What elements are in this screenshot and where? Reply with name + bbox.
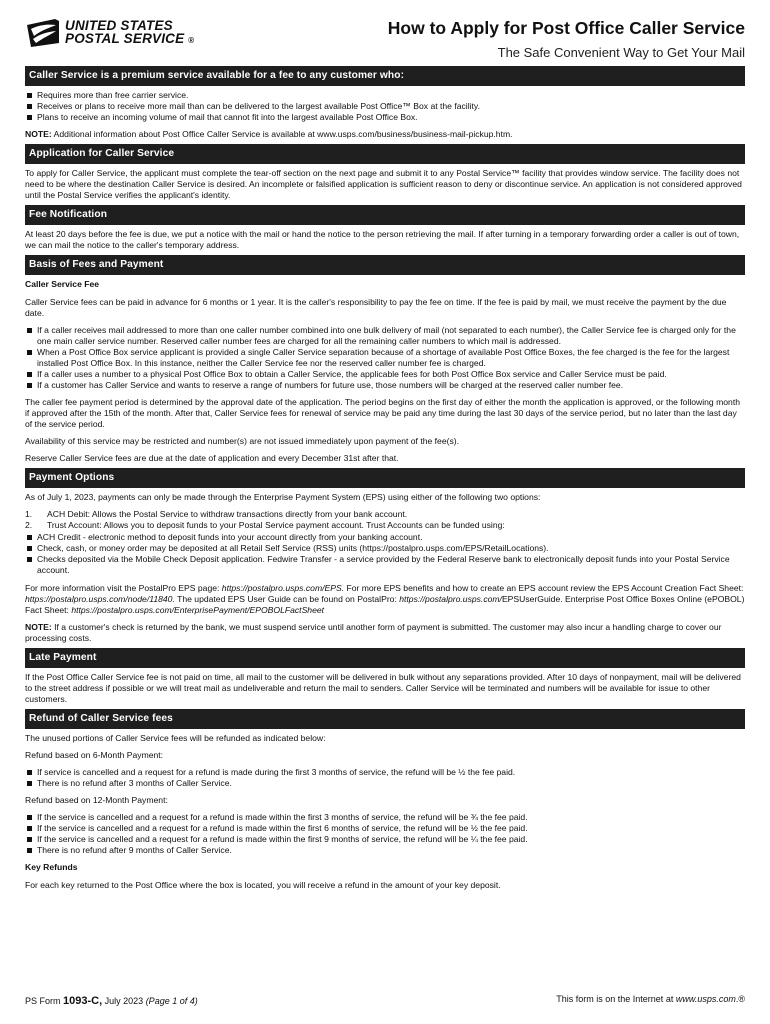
- list-item: Check, cash, or money order may be deposited at all Retail Self Service (RSS) units (https://postalpro.usps.com/EPS/RetailLocations).: [25, 543, 745, 554]
- item-number: 1.: [25, 509, 33, 520]
- paragraph: As of July 1, 2023, payments can only be made through the Enterprise Payment System (EPS) using either of the following two options:: [25, 492, 541, 503]
- info-text: For more EPS benefits and how to create an EPS account review the EPS Account Creation Fact Sheet:: [344, 583, 744, 594]
- section-heading: Basis of Fees and Payment: [25, 255, 745, 275]
- note-text: Additional information about Post Office Caller Service is available at www.usps.com/business/business-mail-pickup.htm.: [53, 129, 513, 140]
- info-text: The updated EPS User Guide can be found on PostalPro:: [174, 594, 400, 605]
- list-item: Checks deposited via the Mobile Check Deposit application. Fedwire Transfer - a service provided by the Federal Reserve bank to electronically deposit funds into your Postal Service account.: [25, 554, 745, 576]
- section-heading: Caller Service is a premium service available for a fee to any customer who:: [25, 66, 745, 86]
- section-application: [25, 144, 745, 201]
- item-text: Trust Account: Allows you to deposit funds to your Postal Service payment account. Trust Accounts can be funded using:: [47, 520, 505, 531]
- page-subtitle: The Safe Convenient Way to Get Your Mail: [497, 45, 745, 61]
- section-eligibility: [25, 66, 745, 140]
- note-label: NOTE:: [25, 622, 52, 633]
- list-item: If a customer has Caller Service and wants to reserve a range of numbers for future use, those numbers will be charged at the reserved caller number fee.: [25, 380, 745, 391]
- section-heading: Fee Notification: [25, 205, 745, 225]
- paragraph: At least 20 days before the fee is due, we put a notice with the mail or hand the notice to the person retrieving the mail. If after turning in a temporary forwarding order a caller is out of town, we can mail the notice to the caller's temporary address.: [25, 229, 740, 251]
- internet-text: This form is on the Internet at: [556, 994, 676, 1004]
- list-item: If a caller receives mail addressed to more than one caller number combined into one bulk delivery of mail (not separated to each number), the Caller Service fee is charged only for the one main caller service number. Reserved caller number fees are charged for all the remaining caller numbers to which mail is addressed.: [25, 325, 745, 347]
- section-basis-of-fees: [25, 255, 745, 464]
- list-item: Requires more than free carrier service.: [25, 90, 745, 101]
- list-item: If the service is cancelled and a request for a refund is made within the first 6 months of service, the refund will be ½ the fee paid.: [25, 823, 745, 834]
- paragraph: For each key returned to the Post Office where the box is located, you will receive a refund in the amount of your key deposit.: [25, 880, 501, 891]
- list-item: There is no refund after 3 months of Caller Service.: [25, 778, 745, 789]
- page-header: [25, 0, 745, 66]
- section-heading: Refund of Caller Service fees: [25, 709, 745, 729]
- section-refunds: [25, 709, 745, 891]
- note: [25, 622, 745, 644]
- internet-note: [556, 994, 745, 1008]
- item-number: 2.: [25, 520, 33, 531]
- section-payment-options: [25, 468, 745, 644]
- paragraph: The caller fee payment period is determined by the approval date of the application. The period begins on the first day of either the month the application is approved, or the following month if approved after the 15th of the month. After that, Caller Service fees for renewal of service may be paid any time during the last 30 days of the service period, but no later than the last day of the service period.: [25, 397, 740, 430]
- logo-registered-mark: ®: [188, 36, 195, 45]
- eps-page-link[interactable]: https://postalpro.usps.com/EPS.: [221, 583, 345, 594]
- refund-6-month-label: Refund based on 6-Month Payment:: [25, 750, 164, 761]
- list-item: If the service is cancelled and a request for a refund is made within the first 9 months of service, the refund will be ¼ the fee paid.: [25, 834, 745, 845]
- refund-12-month-label: Refund based on 12-Month Payment:: [25, 795, 168, 806]
- logo-line-2: POSTAL SERVICE: [65, 31, 185, 46]
- page-number: (Page 1 of 4): [145, 996, 198, 1006]
- item-text: ACH Debit: Allows the Postal Service to withdraw transactions directly from your bank account.: [47, 509, 408, 520]
- form-identifier: [25, 994, 198, 1008]
- list-item: If service is cancelled and a request for a refund is made during the first 3 months of service, the refund will be ½ the fee paid.: [25, 767, 745, 778]
- section-heading: Payment Options: [25, 468, 745, 488]
- document-page: [25, 0, 745, 895]
- paragraph: Availability of this service may be restricted and number(s) are not issued immediately upon payment of the fee(s).: [25, 436, 460, 447]
- paragraph: To apply for Caller Service, the applicant must complete the tear-off section on the next page and submit it to any Postal Service™ facility that provides window service. The facility does not need to be where the destination Caller Service is desired. An incomplete or falsified application is sufficient reason to deny or discontinue service. An application is not considered approved until the Postal Service verifies the applicant's identity.: [25, 168, 742, 201]
- section-heading: Application for Caller Service: [25, 144, 745, 164]
- paragraph: Caller Service fees can be paid in advance for 6 months or 1 year. It is the caller's responsibility to pay the fee on time. If the fee is paid by mail, we must receive the payment by the due date.: [25, 297, 727, 319]
- numbered-item: [25, 509, 745, 520]
- ps-form-label: PS Form: [25, 996, 64, 1006]
- list-item: Receives or plans to receive more mail than can be delivered to the largest available Post Office™ Box at the facility.: [25, 101, 745, 112]
- fact-sheet-link[interactable]: https://postalpro.usps.com/node/11840.: [25, 594, 175, 605]
- list-item: If the service is cancelled and a request for a refund is made within the first 3 months of service, the refund will be ¾ the fee paid.: [25, 812, 745, 823]
- usps-website-link[interactable]: www.usps.com: [675, 994, 736, 1004]
- list-item: Plans to receive an incoming volume of mail that cannot fit into the largest available Post Office Box.: [25, 112, 745, 123]
- note-text: If a customer's check is returned by the bank, we must suspend service until another form of payment is submitted. The customer may also incur a handling charge to cover our processing costs.: [25, 622, 722, 644]
- list-item: There is no refund after 9 months of Caller Service.: [25, 845, 745, 856]
- internet-text-end: .®: [735, 994, 745, 1004]
- usps-logo: [25, 15, 194, 49]
- list-item: When a Post Office Box service applicant is provided a single Caller Service separation because of a shortage of available Post Office Boxes, the fee charged is the fee for the largest installed Post Office Box. In this instance, neither the Caller Service fee nor the reserved caller number fee is charged.: [25, 347, 745, 369]
- paragraph: If the Post Office Caller Service fee is not paid on time, all mail to the customer will be delivered in bulk without any separations provided. After 10 days of nonpayment, mail will be delivered to the street address if possible or we will treat mail as undeliverable and return the mail to senders. Caller Service will be terminated and numbers will be available for issue to other customers.: [25, 672, 741, 705]
- list-item: If a caller uses a number to a physical Post Office Box to obtain a Caller Service, the applicable fees for both Post Office Box service and Caller Service must be paid.: [25, 369, 745, 380]
- numbered-item: [25, 520, 745, 531]
- user-guide-link[interactable]: https://postalpro.usps.com/: [399, 594, 502, 605]
- info-text: For more information visit the PostalPro EPS page:: [25, 583, 222, 594]
- eagle-logo-icon: [25, 15, 61, 49]
- list-item: ACH Credit - electronic method to deposit funds into your account directly from your banking account.: [25, 532, 745, 543]
- info-text: EPSUserGuide. Enterprise Post Office Boxes Online (ePOBOL) Fact Sheet:: [25, 594, 745, 616]
- epobol-fact-sheet-link[interactable]: https://postalpro.usps.com/EnterprisePayment/EPOBOLFactSheet: [71, 605, 325, 616]
- paragraph: The unused portions of Caller Service fees will be refunded as indicated below:: [25, 733, 326, 744]
- paragraph: Reserve Caller Service fees are due at the date of application and every December 31st after that.: [25, 453, 399, 464]
- page-title: How to Apply for Post Office Caller Service: [387, 18, 745, 38]
- form-number: 1093-C,: [63, 995, 103, 1007]
- page-footer: [25, 994, 745, 1008]
- form-date: July 2023: [102, 996, 146, 1006]
- logo-line-1: UNITED STATES: [65, 17, 173, 33]
- section-late-payment: [25, 648, 745, 705]
- section-fee-notification: [25, 205, 745, 251]
- section-heading: Late Payment: [25, 648, 745, 668]
- eps-info-paragraph: [25, 583, 745, 616]
- note: [25, 129, 745, 140]
- subheading: Key Refunds: [25, 862, 78, 873]
- note-label: NOTE:: [25, 129, 52, 140]
- subheading: Caller Service Fee: [25, 279, 100, 290]
